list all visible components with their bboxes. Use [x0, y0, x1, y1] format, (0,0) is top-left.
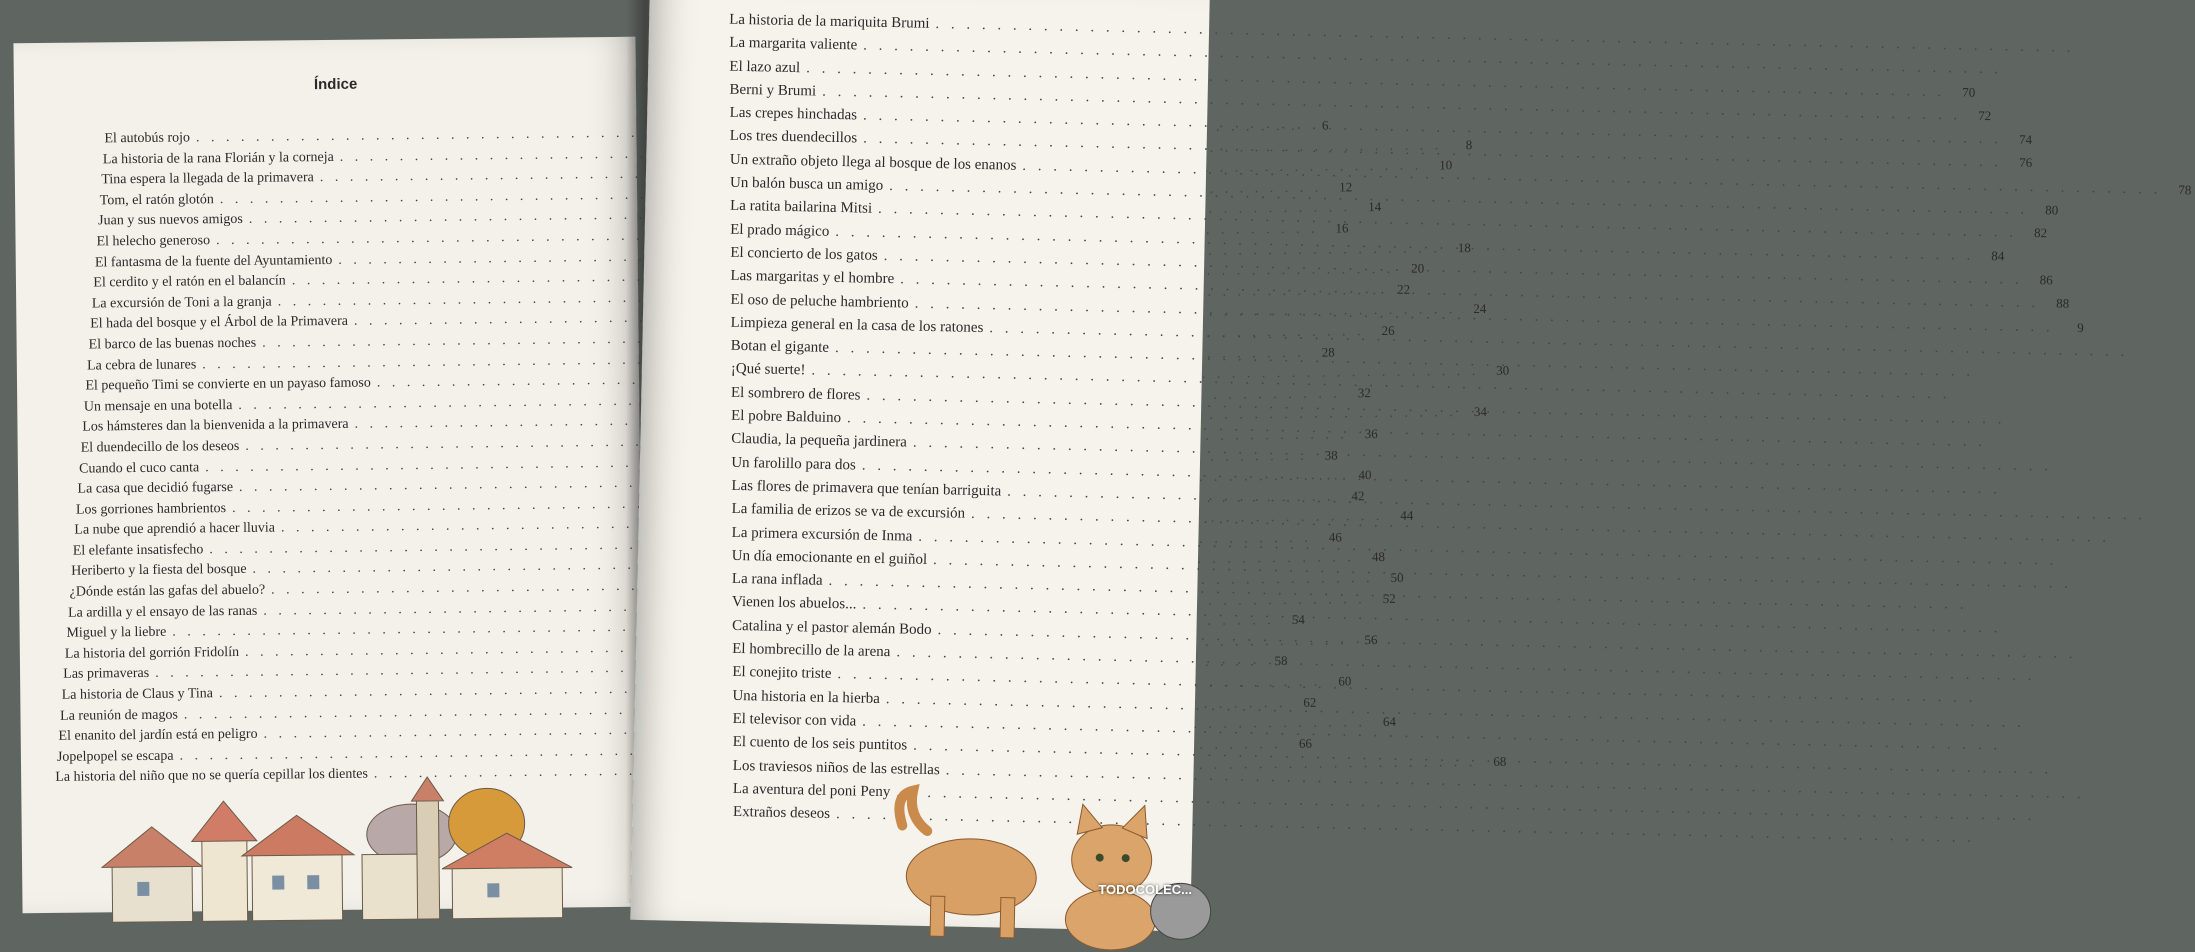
toc-entry-title: ¡Qué suerte!: [730, 361, 806, 379]
toc-entry-page: [2031, 727, 2055, 728]
toc-entry-title: ¿Dónde están las gafas del abuelo?: [69, 582, 266, 600]
toc-entry-page: [2134, 356, 2158, 357]
toc-entry-page: 82: [2033, 225, 2048, 241]
toc-entry-title: Jopelpopel se escapa: [56, 748, 174, 765]
watermark-logo: TODOCOLEC...: [1098, 882, 1192, 897]
page-title: Índice: [313, 75, 358, 94]
toc-entry-title: Claudia, la pequeña jardinera: [731, 431, 908, 451]
toc-entry-title: La historia de la rana Florián y la corneja: [102, 149, 334, 167]
toc-entry-title: El enanito del jardín está en peligro: [58, 726, 258, 745]
toc-entry-title: La margarita valiente: [729, 34, 858, 54]
toc-entry-page: [2041, 820, 2065, 821]
toc-entry-title: La excursión de Toni a la granja: [91, 294, 272, 312]
toc-entry-page: 46: [1328, 529, 1342, 545]
toc-entry-page: [2007, 749, 2031, 750]
toc-entry-page: 78: [2178, 181, 2192, 198]
cats-illustration: [880, 785, 1203, 932]
toc-entry-page: [1992, 446, 2016, 447]
toc-entry-page: 70: [1962, 84, 1976, 100]
toc-entry-page: 20: [1411, 260, 1425, 276]
toc-entry-title: Los hámsteres dan la bienvenida a la primavera: [82, 417, 349, 435]
toc-entry-title: La familia de erizos se va de excursión: [731, 501, 966, 522]
toc-entry-title: Miguel y la liebre: [66, 624, 167, 642]
toc-entry-title: El elefante insatisfecho: [72, 542, 204, 559]
toc-entry-page: 9: [2077, 319, 2084, 335]
toc-entry-page: 38: [1324, 446, 1338, 463]
toc-entry-title: La aventura del poni Peny: [732, 780, 891, 801]
toc-entry-page: [2011, 423, 2035, 424]
toc-entry-page: 76: [2019, 155, 2033, 171]
toc-entry-title: El pobre Balduino: [730, 407, 842, 427]
toc-entry-page: [1982, 702, 2006, 703]
toc-entry-title: Vienen los abuelos...: [731, 594, 857, 613]
toc-entry-page: [1981, 842, 2005, 843]
toc-entry-title: Un mensaje en una botella: [83, 397, 233, 415]
toc-entry-page: 88: [2056, 295, 2070, 312]
toc-entry-page: 66: [1298, 735, 1313, 751]
toc-entry-title: Botan el gigante: [730, 337, 830, 356]
toc-entry-page: [2082, 658, 2106, 659]
toc-entry-title: El helecho generoso: [96, 233, 211, 250]
toc-entry-page: [2152, 520, 2176, 521]
toc-entry-page: [1974, 609, 1998, 610]
toc-entry-page: 34: [1473, 404, 1488, 420]
toc-entry-page: [2007, 493, 2031, 494]
toc-entry-title: La ratita bailarina Mitsi: [729, 198, 873, 218]
toc-entry-title: Catalina y el pastor alemán Bodo: [731, 617, 932, 638]
toc-entry-page: 30: [1496, 362, 1510, 378]
toc-entry-page: 12: [1339, 179, 1353, 195]
village-illustration: [91, 777, 592, 922]
toc-entry-title: El prado mágico: [730, 221, 830, 240]
toc-entry-title: El hada del bosque y el Árbol de la Primavera: [90, 314, 349, 332]
toc-entry-title: El sombrero de flores: [730, 384, 861, 404]
toc-entry-title: El fantasma de la fuente del Ayuntamiento: [94, 252, 333, 271]
toc-entry-title: Las flores de primavera que tenían barriguita: [731, 477, 1002, 500]
toc-entry-page: [2058, 774, 2082, 775]
toc-entry-title: Tom, el ratón glotón: [99, 191, 214, 209]
toc-entry-title: Una historia en la hierba: [732, 687, 881, 707]
toc-entry-page: 50: [1390, 569, 1404, 585]
toc-entry-page: [2063, 564, 2087, 565]
toc-entry-page: 36: [1364, 425, 1378, 442]
toc-entry-page: 40: [1358, 467, 1372, 483]
toc-entry-title: La cebra de lunares: [86, 356, 197, 374]
toc-entry-title: Un extraño objeto llega al bosque de los enanos: [729, 151, 1017, 174]
toc-entry-title: El autobús rojo: [104, 130, 191, 147]
toc-entry-page: 28: [1321, 343, 1335, 360]
toc-entry-title: El duendecillo de los deseos: [80, 438, 240, 456]
toc-entry-page: 62: [1303, 694, 1317, 710]
toc-entry-page: 58: [1274, 653, 1288, 669]
toc-entry-title: El hombrecillo de la arena: [732, 640, 891, 661]
toc-entry-page: 8: [1465, 136, 1473, 152]
toc-entry-title: La ardilla y el ensayo de las ranas: [67, 603, 258, 621]
toc-entry-title: Un balón busca un amigo: [729, 174, 884, 195]
toc-entry-title: Las margaritas y el hombre: [730, 268, 895, 288]
toc-entry-title: El cerdito y el ratón en el balancín: [93, 273, 286, 291]
toc-entry-page: 26: [1381, 322, 1395, 338]
toc-entry-page: 22: [1397, 281, 1411, 297]
toc-entry-title: El oso de peluche hambriento: [730, 291, 909, 312]
toc-entry-title: El concierto de los gatos: [730, 244, 878, 264]
toc-entry-page: [2008, 74, 2032, 75]
toc-entry-page: 6: [1321, 117, 1329, 133]
toc-entry-title: El televisor con vida: [732, 710, 857, 730]
toc-entry-title: La primera excursión de Inma: [731, 524, 913, 545]
toc-entry-title: Las crepes hinchadas: [729, 104, 858, 124]
toc-entry-page: 44: [1400, 507, 1414, 524]
toc-entry-page: 42: [1351, 487, 1365, 503]
toc-entry-page: 32: [1357, 384, 1371, 400]
toc-entry-page: 72: [1978, 107, 1992, 124]
toc-entry-page: 56: [1364, 631, 1378, 648]
toc-entry-title: La reunión de magos: [60, 707, 178, 724]
toc-entry-title: Berni y Brumi: [729, 81, 817, 100]
toc-entry-title: La historia de Claus y Tina: [61, 686, 214, 703]
toc-entry-page: 74: [2018, 131, 2033, 148]
toc-entry-page: 68: [1493, 754, 1507, 770]
toc-entry-title: La historia de la mariquita Brumi: [729, 11, 930, 32]
toc-entry-title: Heriberto y la fiesta del bosque: [71, 562, 247, 580]
toc-entry-page: [2091, 798, 2115, 799]
toc-entry-title: El conejito triste: [732, 664, 832, 683]
toc-entry-page: [2007, 633, 2031, 634]
toc-entry-title: Los gorriones hambrientos: [75, 500, 227, 518]
toc-entry-title: Los traviesos niños de las estrellas: [732, 757, 940, 778]
toc-entry-page: [2058, 471, 2082, 472]
toc-entry-title: La casa que decidió fugarse: [77, 480, 234, 497]
toc-entry-page: 80: [2045, 202, 2059, 218]
toc-entry-title: El barco de las buenas noches: [88, 335, 257, 353]
toc-entry-title: La nube que aprendió a hacer lluvia: [74, 520, 276, 538]
toc-entry-title: Extraños deseos: [732, 804, 831, 823]
toc-entry-page: 16: [1335, 220, 1349, 236]
toc-entry-title: Los tres duendecillos: [729, 128, 858, 147]
toc-entry-title: Tina espera la llegada de la primavera: [101, 170, 314, 188]
toc-entry-page: [1980, 376, 2004, 377]
toc-entry-title: Juan y sus nuevos amigos: [98, 212, 243, 229]
toc-entry-page: [2080, 52, 2104, 53]
toc-entry-title: Las primaveras: [63, 666, 150, 683]
toc-entry-title: El lazo azul: [729, 58, 801, 76]
toc-entry-page: 18: [1457, 239, 1471, 255]
toc-entry-page: 54: [1291, 612, 1305, 628]
toc-entry-title: Cuando el cuco canta: [79, 459, 200, 477]
toc-entry-page: [2078, 588, 2102, 589]
toc-entry-page: 48: [1371, 549, 1386, 565]
toc-entry-page: [2041, 680, 2065, 681]
toc-entry-page: 60: [1338, 673, 1352, 689]
toc-entry-title: Un farolillo para dos: [731, 454, 857, 474]
toc-entry-page: 86: [2039, 272, 2053, 288]
toc-entry-title: El cuento de los seis puntitos: [732, 734, 908, 754]
toc-entry-title: El pequeño Timi se convierte en un payaso famoso: [85, 375, 371, 394]
toc-entry-page: [1956, 399, 1980, 400]
toc-entry-title: Un día emocionante en el guiñol: [731, 547, 928, 568]
toc-entry-page: 10: [1439, 157, 1453, 173]
toc-entry-page: 24: [1473, 301, 1487, 317]
toc-entry-title: La historia del niño que no se quería cepillar los dientes: [55, 767, 368, 786]
toc-entry-title: Limpieza general en la casa de los ratones: [730, 314, 984, 336]
toc-entry-page: 84: [1991, 247, 2005, 264]
toc-entry-page: 64: [1382, 714, 1397, 730]
toc-entry-title: La rana inflada: [731, 570, 823, 589]
toc-entry-title: La historia del gorrión Fridolín: [64, 644, 240, 662]
toc-entry-page: 14: [1368, 199, 1382, 215]
toc-entry-page: [2116, 542, 2140, 543]
toc-entry-page: 52: [1382, 590, 1396, 606]
